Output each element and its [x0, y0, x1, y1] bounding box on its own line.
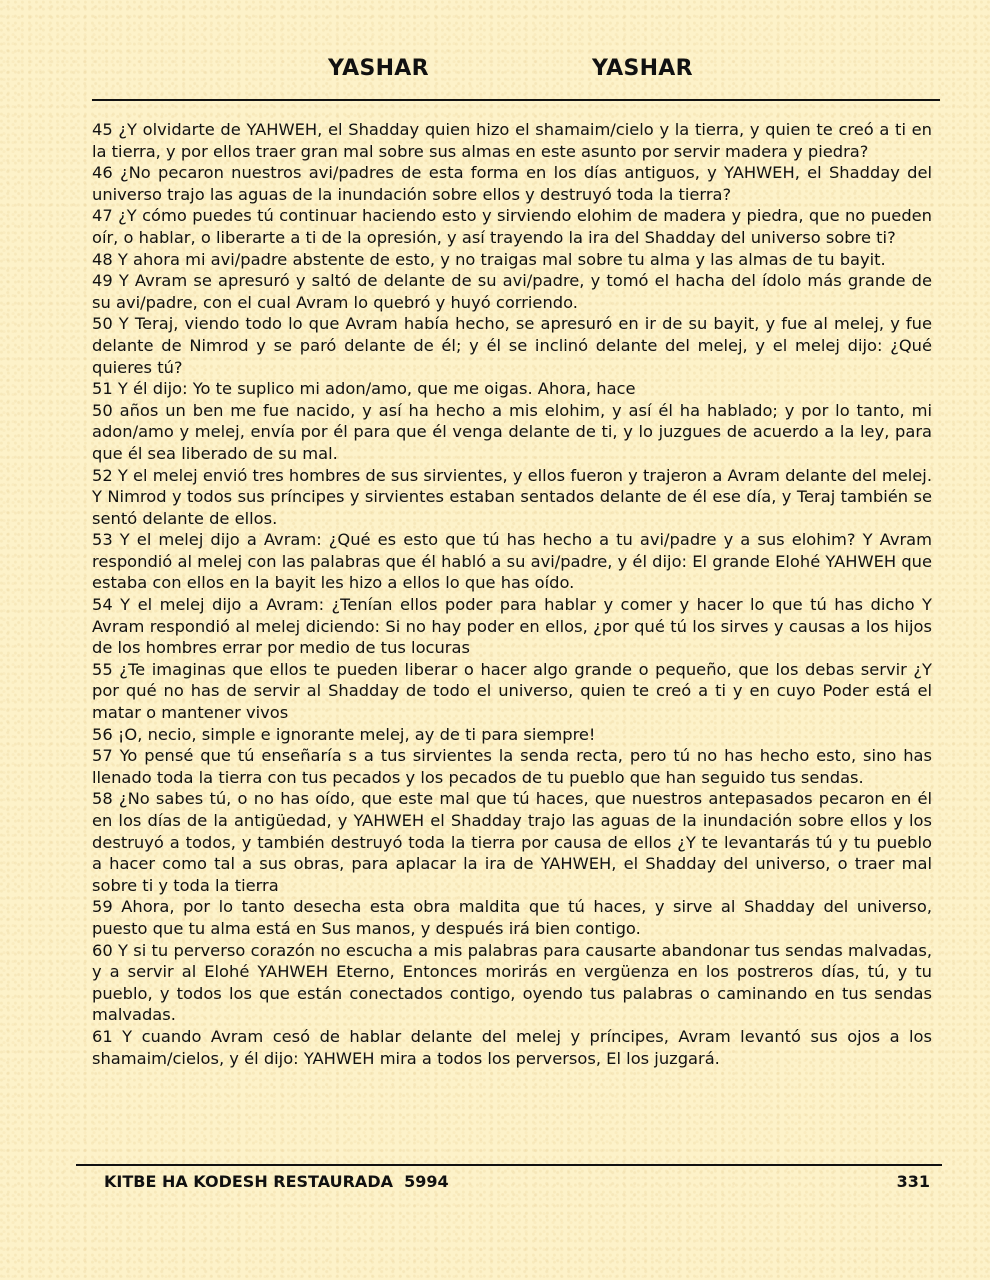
page-number: 331: [896, 1172, 930, 1191]
verse-57: 57 Yo pensé que tú enseñaría s a tus sirvientes la senda recta, pero tú no has hecho esto, sino has llenado toda la tierra con tus pecados y los pecados de tu pueblo que han seguido tus sendas.: [92, 746, 932, 787]
verse-61: 61 Y cuando Avram cesó de hablar delante del melej y príncipes, Avram levantó sus ojos a los shamaim/cielos, y él dijo: YAHWEH mira a todos los perversos, El los juzgará.: [92, 1026, 932, 1068]
verse-45: 45 ¿Y olvidarte de YAHWEH, el Shadday quien hizo el shamaim/cielo y la tierra, y quien te creó a ti en la tierra, y por ellos traer gran mal sobre sus almas en este asunto por servir madera y piedra?: [92, 120, 932, 161]
verse-47: 47 ¿Y cómo puedes tú continuar haciendo esto y sirviendo elohim de madera y piedra, que no pueden oír, o hablar, o liberarte a ti de la opresión, y así trayendo la ira del Shadday del universo sobre ti?: [92, 206, 932, 247]
header-rule: [92, 99, 940, 101]
verse-53: 53 Y el melej dijo a Avram: ¿Qué es esto que tú has hecho a tu avi/padre y a sus elohim? Y Avram respondió al melej con las palabras que él habló a su avi/padre, y él dijo: El grande Elohé YAHWEH que estaba con ellos en la bayit les hizo a ellos lo que has oído.: [92, 530, 932, 593]
verse-54: 54 Y el melej dijo a Avram: ¿Tenían ellos poder para hablar y comer y hacer lo que tú has dicho Y Avram respondió al melej diciendo: Si no hay poder en ellos, ¿por qué tú los sirves y causas a los hijos de los hombres errar por medio de tus locuras: [92, 595, 932, 658]
verse-46: 46 ¿No pecaron nuestros avi/padres de esta forma en los días antiguos, y YAHWEH, el Shadday del universo trajo las aguas de la inundación sobre ellos y destruyó toda la tierra?: [92, 163, 932, 204]
footer-rule: [76, 1164, 942, 1166]
verse-59: 59 Ahora, por lo tanto desecha esta obra maldita que tú haces, y sirve al Shadday del universo, puesto que tu alma está en Sus manos, y después irá bien contigo.: [92, 897, 932, 938]
verse-58: 58 ¿No sabes tú, o no has oído, que este mal que tú haces, que nuestros antepasados pecaron en él en los días de la antigüedad, y YAHWEH el Shadday trajo las aguas de la inundación sobre ellos y los destruyó a todos, y también destruyó toda la tierra por causa de ellos ¿Y te levantarás tú y tu pueblo a hacer como tal a sus obras, para aplacar la ira de YAHWEH, el Shadday del universo, o traer mal sobre ti y toda la tierra: [92, 789, 932, 895]
footer-book-title: KITBE HA KODESH RESTAURADA 5994: [104, 1172, 449, 1191]
page-header: [0, 56, 990, 92]
verse-49: 49 Y Avram se apresuró y saltó de delante de su avi/padre, y tomó el hacha del ídolo más grande de su avi/padre, con el cual Avram lo quebró y huyó corriendo.: [92, 271, 932, 312]
verse-50: 50 Y Teraj, viendo todo lo que Avram había hecho, se apresuró en ir de su bayit, y fue al melej, y fue delante de Nimrod y se paró delante de él; y él se inclinó delante del melej, y el melej dijo: ¿Qué quieres tú?: [92, 314, 932, 377]
verse-51-continued: 50 años un ben me fue nacido, y así ha hecho a mis elohim, y así él ha hablado; y por lo tanto, mi adon/amo y melej, envía por él para que él venga delante de ti, y lo juzgues de acuerdo a la ley, para que él sea liberado de su mal.: [92, 400, 932, 463]
page-footer: [104, 1172, 930, 1194]
verse-52: 52 Y el melej envió tres hombres de sus sirvientes, y ellos fueron y trajeron a Avram delante del melej. Y Nimrod y todos sus príncipes y sirvientes estaban sentados delante de él ese día, y Teraj también se sentó delante de ellos.: [92, 465, 932, 528]
verse-55: 55 ¿Te imaginas que ellos te pueden liberar o hacer algo grande o pequeño, que los debas servir ¿Y por qué no has de servir al Shadday de todo el universo, quien te creó a ti y en cuyo Poder está el matar o mantener vivos: [92, 659, 932, 723]
verse-60: 60 Y si tu perverso corazón no escucha a mis palabras para causarte abandonar tus sendas malvadas, y a servir al Elohé YAHWEH Eterno, Entonces morirás en vergüenza en los postreros días, tú, y tu pueblo, y todos los que están conectados contigo, oyendo tus palabras o caminando en tus sendas malvadas.: [92, 940, 932, 1025]
header-title-left: YASHAR: [328, 56, 429, 81]
verse-51: 51 Y él dijo: Yo te suplico mi adon/amo, que me oigas. Ahora, hace: [92, 379, 636, 399]
verse-48: 48 Y ahora mi avi/padre abstente de esto, y no traigas mal sobre tu alma y las almas de tu bayit.: [92, 249, 886, 269]
verse-list: [92, 119, 932, 1069]
header-title-right: YASHAR: [592, 56, 693, 81]
verse-56: 56 ¡O, necio, simple e ignorante melej, ay de ti para siempre!: [92, 724, 596, 744]
